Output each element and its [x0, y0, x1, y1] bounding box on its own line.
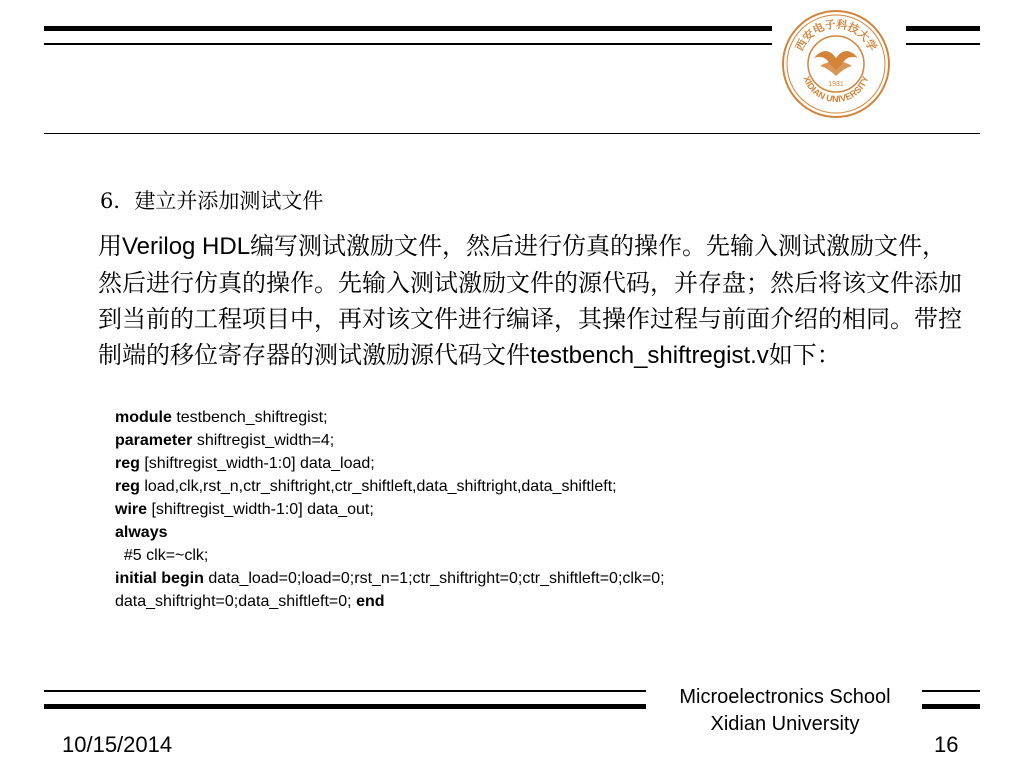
- code-line: [115, 498, 975, 521]
- page-number: 16: [934, 732, 959, 757]
- code-keyword: module: [115, 409, 172, 426]
- para-text-5: 如下：: [768, 341, 841, 369]
- code-text: load,clk,rst_n,ctr_shiftright,ctr_shiftleft,data_shiftright,data_shiftleft;: [139, 478, 617, 495]
- footer-date: 10/15/2014: [62, 732, 173, 757]
- body-paragraph: [98, 228, 966, 374]
- svg-text:XIDIAN UNIVERSITY: [801, 75, 870, 104]
- code-line: [115, 475, 975, 498]
- para-filename: testbench_shiftregist.v: [530, 342, 769, 369]
- code-text: data_shiftright=0;data_shiftleft=0;: [115, 593, 357, 610]
- header-rule-thick-right: [906, 26, 980, 31]
- code-line: [115, 521, 975, 544]
- seal-latin-text: XIDIAN UNIVERSITY: [801, 74, 871, 105]
- header-rule-thick: [44, 26, 772, 31]
- para-text-1: 用: [98, 232, 122, 260]
- footer-rule-thick: [44, 704, 646, 709]
- code-text: [shiftregist_width-1:0] data_out;: [147, 501, 374, 518]
- footer-school-line1: Microelectronics School: [679, 686, 891, 708]
- code-keyword: reg: [115, 478, 140, 495]
- footer-school-line2: Xidian University: [710, 713, 860, 735]
- university-seal-logo: [780, 8, 892, 120]
- code-text: testbench_shiftregist;: [171, 409, 328, 426]
- code-line: [115, 452, 975, 475]
- code-keyword: wire: [115, 501, 148, 518]
- code-line: [115, 544, 975, 567]
- seal-chinese-text: 西安电子科技大学: [792, 17, 880, 54]
- code-text: [shiftregist_width-1:0] data_load;: [139, 455, 375, 472]
- code-line: [115, 406, 975, 429]
- code-line: [115, 429, 975, 452]
- footer-school: [646, 684, 924, 738]
- header-underline: [44, 133, 980, 134]
- footer-rule-thin: [44, 690, 646, 692]
- code-text: shiftregist_width=4;: [192, 432, 335, 449]
- code-text: #5 clk=~clk;: [115, 547, 209, 564]
- para-text-3: 编写测试激励文件，然后进行仿真的操作。先输入测试激励文件，然后进行仿真的操作。先输入测试激励文件的源代码，并存盘；然后将该文件添加到当前的工程项目中，再对该文件进行编译，其操作过程与前面介绍的相同。带控制端的移位寄存器的测试激励源代码文件: [98, 232, 962, 369]
- section-title: 6．建立并添加测试文件: [100, 189, 324, 213]
- seal-icon: [780, 8, 892, 120]
- footer-rule-thin-right: [922, 690, 980, 692]
- header-rule-thin-right: [906, 43, 980, 45]
- code-keyword: parameter: [115, 432, 193, 449]
- code-block: [115, 406, 975, 613]
- para-text-2: Verilog HDL: [122, 233, 251, 260]
- code-text: data_load=0;load=0;rst_n=1;ctr_shiftright=0;ctr_shiftleft=0;clk=0;: [203, 570, 665, 587]
- code-line: [115, 567, 975, 590]
- code-keyword: initial begin: [115, 570, 204, 587]
- code-keyword: always: [115, 524, 168, 541]
- code-line: [115, 590, 975, 613]
- code-keyword: reg: [115, 455, 140, 472]
- code-keyword-end: end: [356, 593, 385, 610]
- seal-year: 1931: [828, 81, 844, 88]
- footer-rule-thick-right: [922, 704, 980, 709]
- header-rule-thin: [44, 43, 772, 45]
